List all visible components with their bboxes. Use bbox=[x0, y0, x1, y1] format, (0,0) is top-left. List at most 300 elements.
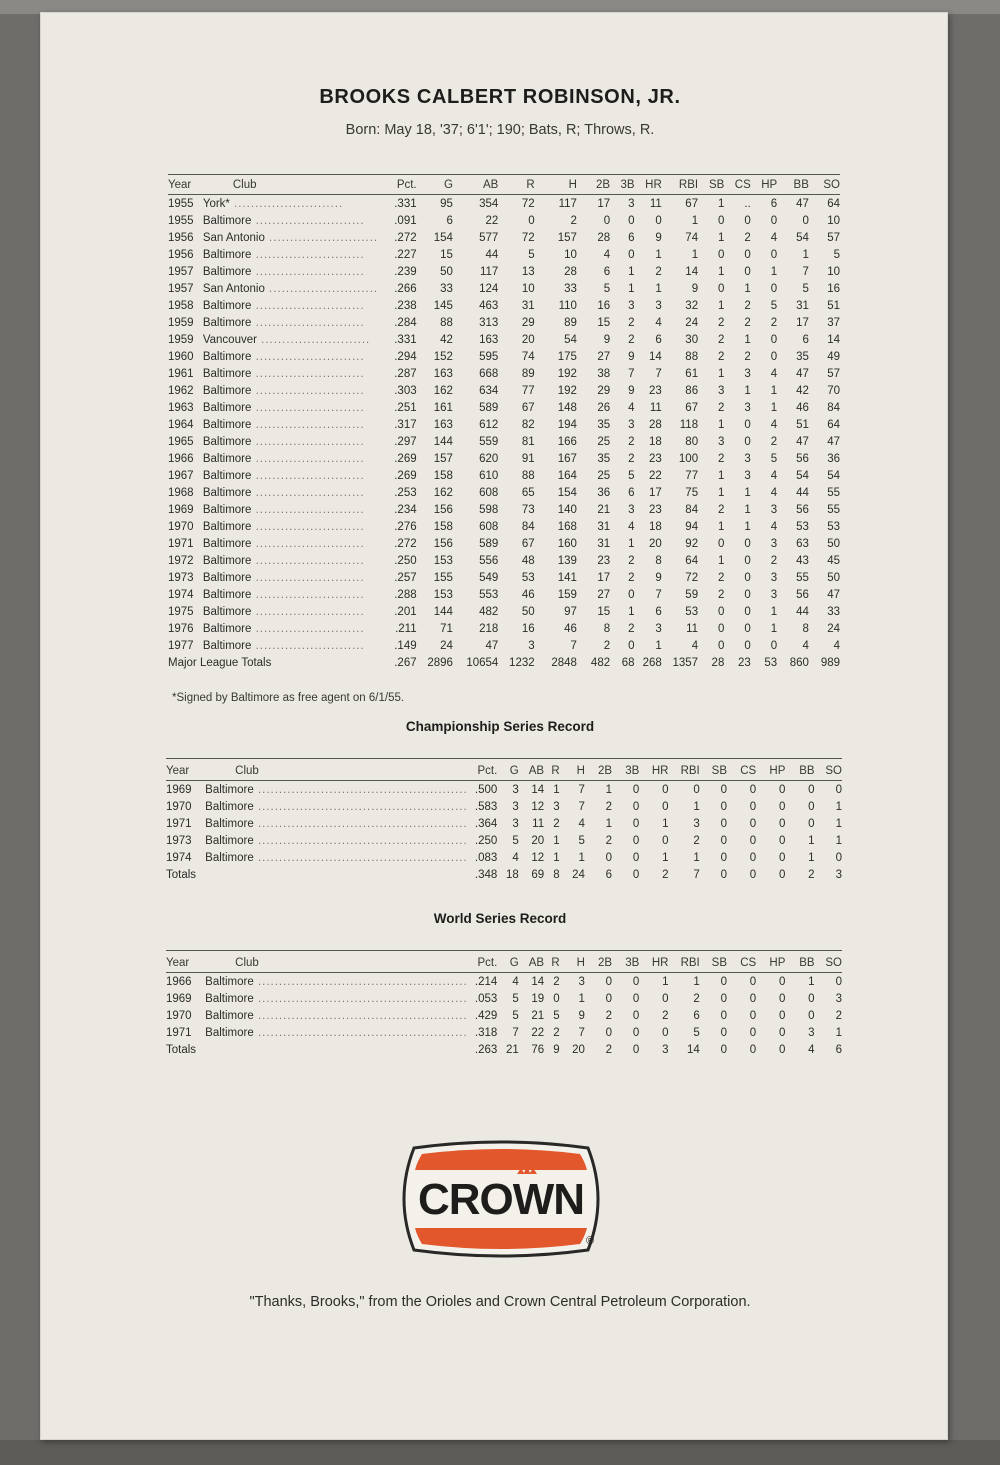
world-cell: 1971 bbox=[166, 1026, 192, 1039]
career-col-header: SO bbox=[809, 176, 840, 195]
career-totals-row bbox=[168, 654, 840, 671]
championship-col-header: G bbox=[497, 762, 518, 781]
career-cell: 67 bbox=[521, 537, 535, 550]
career-cell: 54 bbox=[796, 231, 809, 244]
career-row bbox=[168, 263, 840, 280]
career-cell bbox=[203, 246, 378, 263]
championship-totals-cell: 69 bbox=[531, 868, 545, 881]
championship-cell: 0 bbox=[749, 834, 757, 847]
career-cell: 0 bbox=[770, 333, 778, 346]
career-cell: 47 bbox=[796, 435, 809, 448]
career-club-name: Baltimore bbox=[202, 622, 252, 635]
world-cell: 0 bbox=[778, 975, 786, 988]
career-cell: 1 bbox=[691, 248, 699, 261]
dot-leader: .................................................. bbox=[253, 817, 468, 830]
world-cell: 0 bbox=[749, 992, 757, 1005]
career-cell: 15 bbox=[597, 605, 611, 618]
career-cell: 1959 bbox=[168, 316, 194, 329]
dot-leader: .................................................. bbox=[253, 1026, 468, 1039]
career-cell bbox=[203, 280, 378, 297]
career-cell: 164 bbox=[557, 469, 577, 482]
career-cell: 9 bbox=[655, 231, 662, 244]
career-cell: 1975 bbox=[168, 605, 194, 618]
career-cell: .331 bbox=[394, 197, 417, 210]
world-cell: 2 bbox=[662, 1009, 669, 1022]
career-cell: 92 bbox=[685, 537, 699, 550]
career-cell bbox=[203, 416, 378, 433]
championship-cell: 0 bbox=[720, 817, 727, 830]
dot-leader: .......................... bbox=[251, 537, 365, 550]
career-cell: 43 bbox=[796, 554, 809, 567]
career-cell: 73 bbox=[521, 503, 535, 516]
dot-leader: .......................... bbox=[251, 316, 365, 329]
dot-leader: .......................... bbox=[251, 469, 365, 482]
career-cell: 21 bbox=[597, 503, 611, 516]
championship-col-header: SO bbox=[815, 762, 842, 781]
career-cell: 56 bbox=[796, 503, 809, 516]
championship-totals-cell: 8 bbox=[553, 868, 560, 881]
career-cell: 54 bbox=[827, 469, 840, 482]
dot-leader: .......................... bbox=[251, 622, 365, 635]
career-cell: 577 bbox=[479, 231, 499, 244]
career-cell: 3 bbox=[744, 452, 751, 465]
championship-col-header: RBI bbox=[668, 762, 699, 781]
career-cell: 1966 bbox=[168, 452, 194, 465]
world-col-header: 2B bbox=[585, 954, 612, 973]
career-cell: 3 bbox=[628, 197, 635, 210]
world-col-header: AB bbox=[519, 954, 544, 973]
world-cell: 1970 bbox=[166, 1009, 192, 1022]
career-cell: .297 bbox=[394, 435, 417, 448]
career-cell: 7 bbox=[570, 639, 577, 652]
championship-totals-cell: Totals bbox=[166, 868, 197, 881]
career-cell: .253 bbox=[394, 486, 417, 499]
career-totals-cell: 482 bbox=[590, 656, 611, 669]
career-cell: 175 bbox=[557, 350, 577, 363]
career-cell: 67 bbox=[685, 401, 699, 414]
career-club-name: San Antonio bbox=[202, 231, 265, 244]
career-cell: 1 bbox=[744, 503, 751, 516]
championship-cell: 1 bbox=[693, 800, 700, 813]
championship-col-header: Club bbox=[205, 762, 468, 781]
career-cell bbox=[203, 433, 378, 450]
dot-leader: .......................... bbox=[251, 350, 365, 363]
championship-col-header: H bbox=[560, 762, 585, 781]
career-cell bbox=[203, 229, 378, 246]
championship-cell: 0 bbox=[808, 800, 815, 813]
career-cell: 2 bbox=[717, 588, 725, 601]
career-cell: 1 bbox=[717, 197, 725, 210]
crown-wordmark: CROWN bbox=[417, 1175, 585, 1224]
career-cell: 1 bbox=[628, 265, 635, 278]
world-cell: 0 bbox=[632, 975, 640, 988]
career-cell: 1974 bbox=[168, 588, 194, 601]
dot-leader: .......................... bbox=[251, 367, 365, 380]
championship-cell: 0 bbox=[835, 783, 842, 796]
career-row bbox=[168, 620, 840, 637]
world-cell: .318 bbox=[474, 1026, 498, 1039]
career-cell: 35 bbox=[597, 418, 611, 431]
career-cell: 10 bbox=[521, 282, 535, 295]
career-cell: 2 bbox=[655, 265, 662, 278]
career-cell: 13 bbox=[521, 265, 535, 278]
career-totals-cell: 860 bbox=[789, 656, 809, 669]
career-cell: 556 bbox=[479, 554, 499, 567]
dot-leader: .................................................. bbox=[253, 834, 468, 847]
career-cell: 0 bbox=[717, 214, 725, 227]
world-cell: 0 bbox=[749, 1026, 757, 1039]
career-cell: 0 bbox=[744, 639, 751, 652]
career-cell: 0 bbox=[744, 537, 751, 550]
world-cell: 0 bbox=[605, 1026, 613, 1039]
championship-cell: 0 bbox=[662, 800, 669, 813]
world-totals-cell: 4 bbox=[808, 1043, 815, 1056]
career-cell: 4 bbox=[770, 231, 778, 244]
career-cell: .269 bbox=[394, 452, 417, 465]
career-cell: 47 bbox=[796, 197, 809, 210]
career-cell: 53 bbox=[827, 520, 840, 533]
career-club-name: Baltimore bbox=[202, 588, 252, 601]
career-cell: 3 bbox=[744, 367, 751, 380]
career-cell: 95 bbox=[440, 197, 453, 210]
career-cell: 55 bbox=[796, 571, 809, 584]
career-cell: 1 bbox=[717, 418, 725, 431]
career-cell: 4 bbox=[770, 367, 778, 380]
championship-cell: 0 bbox=[720, 851, 727, 864]
career-cell: 56 bbox=[796, 452, 809, 465]
career-cell: 48 bbox=[521, 554, 535, 567]
world-club-name: Baltimore bbox=[205, 992, 254, 1005]
career-cell: 1963 bbox=[168, 401, 194, 414]
career-cell: 14 bbox=[827, 333, 840, 346]
career-row bbox=[168, 314, 840, 331]
career-club-name: Baltimore bbox=[202, 248, 252, 261]
championship-cell: 1 bbox=[553, 783, 560, 796]
world-col-header: Pct. bbox=[468, 954, 498, 973]
career-cell: 11 bbox=[649, 197, 662, 210]
career-cell: 24 bbox=[440, 639, 453, 652]
career-cell: 84 bbox=[827, 401, 840, 414]
championship-cell: .083 bbox=[474, 851, 498, 864]
career-cell: 30 bbox=[685, 333, 699, 346]
backdrop-bottom bbox=[0, 1440, 1000, 1465]
career-cell: 84 bbox=[521, 520, 535, 533]
career-cell: 161 bbox=[433, 401, 453, 414]
championship-totals-row bbox=[166, 866, 842, 883]
career-cell: 9 bbox=[628, 384, 635, 397]
world-cell: 3 bbox=[808, 1026, 815, 1039]
world-row bbox=[166, 990, 842, 1007]
career-cell: 1 bbox=[655, 639, 662, 652]
championship-cell: 2 bbox=[605, 834, 613, 847]
championship-cell: 3 bbox=[553, 800, 560, 813]
career-cell: 154 bbox=[557, 486, 577, 499]
career-totals-cell: 2848 bbox=[551, 656, 577, 669]
career-row bbox=[168, 535, 840, 552]
career-cell: 2 bbox=[628, 435, 635, 448]
career-cell: 18 bbox=[648, 520, 662, 533]
career-cell: 64 bbox=[827, 418, 840, 431]
career-cell: 0 bbox=[770, 248, 778, 261]
dot-leader: .......................... bbox=[251, 265, 365, 278]
championship-club-name: Baltimore bbox=[205, 817, 254, 830]
world-cell: 0 bbox=[662, 1026, 669, 1039]
career-cell: 2 bbox=[628, 333, 635, 346]
world-cell: 5 bbox=[512, 992, 519, 1005]
world-totals-cell: 0 bbox=[720, 1043, 727, 1056]
career-club-name: Baltimore bbox=[202, 435, 252, 448]
career-cell: 1 bbox=[717, 231, 725, 244]
career-club-name: Baltimore bbox=[202, 384, 252, 397]
career-row bbox=[168, 603, 840, 620]
world-cell: .053 bbox=[474, 992, 498, 1005]
career-cell: 1964 bbox=[168, 418, 194, 431]
career-cell: 27 bbox=[597, 350, 611, 363]
world-cell: 0 bbox=[605, 975, 613, 988]
championship-cell: 0 bbox=[749, 783, 757, 796]
career-cell: 31 bbox=[597, 537, 611, 550]
world-totals-cell: 6 bbox=[835, 1043, 842, 1056]
player-name-title: BROOKS CALBERT ROBINSON, JR. bbox=[319, 86, 681, 108]
career-cell: 2 bbox=[628, 316, 635, 329]
career-cell: 2 bbox=[717, 401, 725, 414]
career-cell: 0 bbox=[528, 214, 535, 227]
career-cell: .227 bbox=[394, 248, 417, 261]
registered-mark: ® bbox=[586, 1235, 595, 1247]
closing-thanks-line: "Thanks, Brooks," from the Orioles and Crown Central Petroleum Corporation. bbox=[249, 1294, 751, 1310]
career-cell: 158 bbox=[433, 520, 453, 533]
career-cell: 1 bbox=[744, 282, 751, 295]
career-row bbox=[168, 518, 840, 535]
career-club-name: Baltimore bbox=[202, 401, 252, 414]
world-cell bbox=[205, 990, 468, 1007]
career-cell: 608 bbox=[479, 486, 499, 499]
career-cell: 89 bbox=[564, 316, 577, 329]
career-cell: 71 bbox=[440, 622, 453, 635]
career-cell: 46 bbox=[564, 622, 577, 635]
career-cell bbox=[203, 365, 378, 382]
career-club-name: Baltimore bbox=[202, 299, 252, 312]
championship-cell: 0 bbox=[778, 851, 786, 864]
world-cell: 1966 bbox=[166, 975, 192, 988]
player-bio: Born: May 18, '37; 6'1'; 190; Bats, R; Throws, R. bbox=[345, 122, 655, 138]
career-totals-cell: 53 bbox=[764, 656, 778, 669]
world-cell: 0 bbox=[808, 992, 815, 1005]
career-cell: 2 bbox=[744, 231, 751, 244]
world-cell: .429 bbox=[474, 1009, 498, 1022]
career-cell: .284 bbox=[394, 316, 417, 329]
career-cell: 1955 bbox=[168, 214, 194, 227]
career-cell: 1971 bbox=[168, 537, 194, 550]
career-cell: 23 bbox=[597, 554, 611, 567]
crown-logo bbox=[394, 1140, 608, 1258]
career-cell: 50 bbox=[521, 605, 535, 618]
world-totals-cell: 20 bbox=[572, 1043, 585, 1056]
championship-col-header: R bbox=[544, 762, 560, 781]
career-row bbox=[168, 586, 840, 603]
career-cell: 42 bbox=[796, 384, 809, 397]
career-cell: 50 bbox=[440, 265, 453, 278]
career-cell: 28 bbox=[597, 231, 611, 244]
career-cell: 0 bbox=[628, 214, 635, 227]
career-cell: 33 bbox=[564, 282, 577, 295]
career-cell: 192 bbox=[557, 384, 577, 397]
career-cell: 23 bbox=[648, 384, 662, 397]
world-cell: 2 bbox=[835, 1009, 842, 1022]
world-club-name: Baltimore bbox=[205, 1026, 254, 1039]
career-cell: 67 bbox=[521, 401, 535, 414]
career-cell: 1 bbox=[717, 554, 725, 567]
world-row bbox=[166, 1007, 842, 1024]
career-cell: 0 bbox=[770, 214, 778, 227]
world-cell: 1 bbox=[835, 1026, 842, 1039]
career-cell: 0 bbox=[655, 214, 662, 227]
championship-cell: .250 bbox=[474, 834, 498, 847]
career-cell: 3 bbox=[770, 537, 778, 550]
career-cell: 144 bbox=[433, 605, 453, 618]
career-row bbox=[168, 467, 840, 484]
career-cell: 88 bbox=[440, 316, 453, 329]
world-col-header: RBI bbox=[668, 954, 699, 973]
career-cell: 26 bbox=[597, 401, 611, 414]
world-col-header: 3B bbox=[612, 954, 639, 973]
career-cell: 38 bbox=[597, 367, 611, 380]
career-cell: 117 bbox=[479, 265, 499, 278]
world-cell: 0 bbox=[835, 975, 842, 988]
career-cell: 0 bbox=[717, 605, 725, 618]
career-cell: 15 bbox=[440, 248, 453, 261]
career-cell: 6 bbox=[446, 214, 453, 227]
career-cell: 589 bbox=[479, 401, 499, 414]
career-totals-cell: Major League Totals bbox=[168, 656, 272, 669]
career-cell: 3 bbox=[744, 469, 751, 482]
career-cell bbox=[203, 450, 378, 467]
career-cell: 620 bbox=[479, 452, 499, 465]
championship-cell bbox=[205, 798, 468, 815]
world-cell: 0 bbox=[632, 1026, 640, 1039]
championship-cell: 0 bbox=[808, 783, 815, 796]
career-cell: .. bbox=[744, 197, 751, 210]
career-cell: 63 bbox=[796, 537, 809, 550]
career-cell: 4 bbox=[770, 469, 778, 482]
career-cell: 0 bbox=[717, 282, 725, 295]
career-cell: 33 bbox=[827, 605, 840, 618]
career-cell: 97 bbox=[564, 605, 577, 618]
career-totals-cell: 23 bbox=[737, 656, 751, 669]
career-cell: 5 bbox=[833, 248, 840, 261]
world-cell: .214 bbox=[474, 975, 498, 988]
career-club-name: Baltimore bbox=[202, 503, 252, 516]
career-row bbox=[168, 331, 840, 348]
career-cell: 4 bbox=[628, 401, 635, 414]
career-cell: 67 bbox=[685, 197, 699, 210]
career-row bbox=[168, 297, 840, 314]
world-cell: 0 bbox=[632, 1009, 640, 1022]
world-row bbox=[166, 973, 842, 991]
career-cell bbox=[203, 586, 378, 603]
career-cell: 61 bbox=[685, 367, 699, 380]
championship-cell: 2 bbox=[553, 817, 560, 830]
career-cell: 15 bbox=[597, 316, 611, 329]
career-cell bbox=[203, 467, 378, 484]
world-totals-cell: 14 bbox=[686, 1043, 700, 1056]
career-cell: .091 bbox=[394, 214, 417, 227]
career-cell: 168 bbox=[557, 520, 577, 533]
career-cell: 144 bbox=[433, 435, 453, 448]
career-cell: 463 bbox=[479, 299, 499, 312]
world-col-header: SB bbox=[700, 954, 727, 973]
career-totals-cell: .267 bbox=[394, 656, 417, 669]
championship-cell: .583 bbox=[474, 800, 498, 813]
career-cell: 51 bbox=[827, 299, 840, 312]
career-club-name: Baltimore bbox=[202, 316, 252, 329]
career-cell: 11 bbox=[649, 401, 662, 414]
world-totals-cell: 21 bbox=[505, 1043, 519, 1056]
world-cell: 14 bbox=[531, 975, 545, 988]
career-cell: 100 bbox=[678, 452, 699, 465]
championship-cell: 7 bbox=[578, 783, 585, 796]
dot-leader: .......................... bbox=[251, 401, 365, 414]
dot-leader: .......................... bbox=[229, 197, 344, 210]
career-club-name: Baltimore bbox=[202, 469, 252, 482]
career-cell: 24 bbox=[685, 316, 699, 329]
career-cell: .272 bbox=[394, 231, 417, 244]
career-cell: 559 bbox=[479, 435, 499, 448]
career-cell: 18 bbox=[648, 435, 662, 448]
career-club-name: Baltimore bbox=[202, 605, 252, 618]
career-cell: 2 bbox=[744, 316, 751, 329]
career-cell: 22 bbox=[648, 469, 662, 482]
career-cell: 5 bbox=[770, 452, 778, 465]
career-cell: 33 bbox=[440, 282, 453, 295]
career-cell: 5 bbox=[528, 248, 535, 261]
career-cell: 32 bbox=[685, 299, 699, 312]
career-cell: 610 bbox=[479, 469, 499, 482]
career-row bbox=[168, 433, 840, 450]
career-cell: .251 bbox=[394, 401, 417, 414]
career-cell: 2 bbox=[603, 639, 611, 652]
career-cell bbox=[203, 569, 378, 586]
championship-cell: 1 bbox=[835, 817, 842, 830]
championship-totals-cell: 2 bbox=[808, 868, 815, 881]
career-cell: 86 bbox=[685, 384, 699, 397]
signing-footnote: *Signed by Baltimore as free agent on 6/1/55. bbox=[172, 692, 405, 704]
career-cell: 167 bbox=[557, 452, 577, 465]
dot-leader: .................................................. bbox=[253, 783, 468, 796]
career-cell: 88 bbox=[685, 350, 699, 363]
career-cell: 94 bbox=[685, 520, 699, 533]
career-club-name: Baltimore bbox=[202, 520, 252, 533]
career-club-name: San Antonio bbox=[202, 282, 265, 295]
career-cell: 16 bbox=[827, 282, 840, 295]
championship-cell: 4 bbox=[578, 817, 585, 830]
career-cell: 88 bbox=[521, 469, 535, 482]
career-cell: 1 bbox=[628, 537, 635, 550]
career-cell: 25 bbox=[597, 435, 611, 448]
career-cell bbox=[203, 399, 378, 416]
championship-cell: 12 bbox=[531, 851, 545, 864]
career-cell: 3 bbox=[528, 639, 535, 652]
career-row bbox=[168, 280, 840, 297]
career-col-header: RBI bbox=[662, 176, 698, 195]
championship-cell: 3 bbox=[693, 817, 700, 830]
career-cell: .211 bbox=[395, 622, 417, 635]
world-totals-cell: 0 bbox=[632, 1043, 640, 1056]
career-cell: 549 bbox=[479, 571, 499, 584]
career-totals-cell: 1357 bbox=[672, 656, 699, 669]
career-cell: 72 bbox=[521, 231, 535, 244]
championship-cell: 0 bbox=[605, 851, 613, 864]
